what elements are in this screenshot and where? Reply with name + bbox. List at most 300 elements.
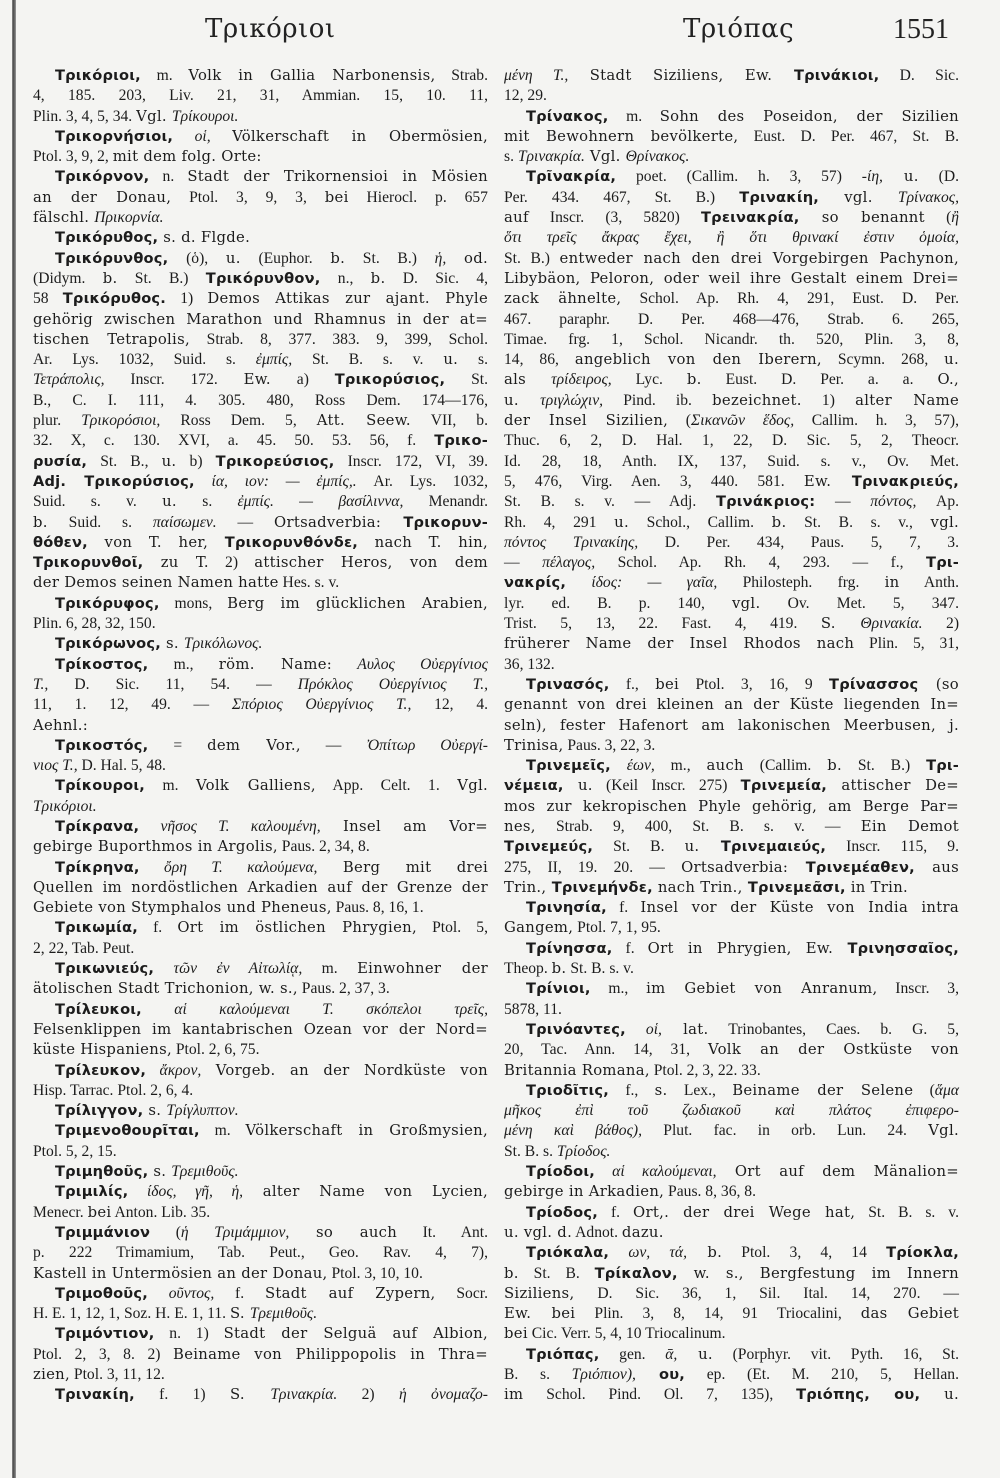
reference-text: B. s. [504,1366,572,1383]
dictionary-line [504,1182,959,1202]
italic-greek-text: ὅτι τρεῖς ἄκρας ἔχει, ἢ ὅτι θρινακί ἐστιν ὁμοία, [504,229,959,247]
reference-text: Ptol. 3, 9, 3, [171,188,325,206]
dictionary-line [504,573,959,593]
german-text: gehörig zwischen Marathon und Rhamnus in der at= [33,310,488,328]
dictionary-line [504,167,959,187]
reference-text: a) [270,371,335,389]
headword-text: Τρινεμέαθεν, [788,858,915,876]
reference-text: Paus. 3, 22, 3. [563,736,656,754]
german-text: Siziliens, [504,1284,575,1302]
reference-text: Ptol. 2, 6, 75. [171,1041,260,1059]
reference-text: St. B. s. v. [566,960,634,978]
headword-text: Τριμηθοῦς, [55,1163,149,1181]
dictionary-line [504,1304,959,1324]
reference-text: (Euphor. [240,249,331,267]
german-text: attischer De= [826,777,959,795]
italic-greek-text: Θρινακία. [860,615,923,633]
italic-greek-text: Τρεμιθοῦς. [171,1163,239,1181]
headword-text: Τρίνησσα, [526,939,613,957]
reference-text: Inscr. 115, 9. [826,838,959,856]
reference-text: Plin. 6, 28, 32, 150. [33,615,156,633]
reference-text: St. B. [518,1264,595,1282]
german-text: ätolischen Stadt Trichonion, w. s., [33,980,298,998]
headword-text: Τρεινακρία, [701,209,800,227]
dictionary-line [504,878,959,898]
italic-greek-text: ίδος, γῆ, ἡ, [128,1183,244,1201]
reference-text: Socr. [435,1284,488,1302]
dictionary-line [33,1304,488,1324]
dictionary-line [504,1243,959,1263]
dictionary-line [504,1020,959,1040]
headword-text: Τρικόρυθος. [62,290,167,308]
german-text: u. [443,351,459,369]
german-text: u. [684,838,700,856]
italic-greek-text: τρίδειρος, [551,371,612,389]
reference-text: lyr. ed. B. p. 140, [504,594,732,612]
dictionary-line [504,817,959,837]
dictionary-line [33,269,488,289]
german-text: b. [551,960,567,978]
reference-text: s. [458,351,488,369]
italic-greek-text: αἱ καλούμεναι Τ. σκόπελοι τρεῖς, [141,1000,488,1018]
dictionary-line [504,147,959,167]
headword-text: Τρικορεύσιος, [215,452,335,470]
reference-text: D. Per. 434, Paus. 5, 7, 3. [638,533,959,551]
dictionary-line [504,1061,959,1081]
reference-text: n. 1) [154,1325,224,1343]
dictionary-line [504,1081,959,1101]
headword-text: Τρῖνακρία, [526,168,617,186]
reference-text: Menecr. [33,1203,88,1221]
dictionary-line [504,797,959,817]
dictionary-line [33,716,488,736]
dictionary-line [504,1324,959,1344]
reference-text: f., [609,1081,655,1099]
reference-text: 14, 86, [504,351,575,369]
german-text: Demos Attikas zur ajant. Phyle [207,290,489,308]
reference-text: (ὁ), [168,249,226,267]
german-text: Ew. [243,371,271,389]
dictionary-line [33,979,488,999]
reference-text: Hisp. Tarrac. Ptol. 2, 6, 4. [33,1081,194,1099]
dictionary-line [504,370,959,390]
german-text: so auch [289,1223,398,1241]
dictionary-line [504,350,959,370]
dictionary-line [33,939,488,959]
dictionary-line [504,918,959,938]
italic-greek-text: παίσωμεν. [152,513,217,531]
italic-greek-text: -ίη, [861,168,883,186]
dictionary-line [33,1142,488,1162]
reference-text: m., [148,655,219,673]
reference-text: St. B. s. v., [786,513,931,531]
italic-greek-text: οῦντος, [147,1284,215,1302]
italic-greek-text: Τρίγλυπτον. [166,1102,239,1120]
dictionary-line [33,289,488,309]
dictionary-line [504,898,959,918]
german-text: alter Name [855,391,959,409]
dictionary-line [504,208,959,228]
reference-text: Inscr. 172. [104,371,244,389]
dictionary-line [33,411,488,431]
headword-text: Τρινόαντες, [526,1020,626,1038]
dictionary-line [33,66,488,86]
italic-greek-text: μένη Τ., [504,67,569,84]
german-text: Völkerschaft in Großmysien, [245,1122,488,1140]
german-text: Berg mit drei [317,858,489,876]
reference-text: Suid. s. v. [33,493,163,511]
headword-text: Τρικορυνθόνδε, [224,533,359,551]
headword-text: Τρινησία, [526,899,607,917]
reference-text: Ptol. 3, 16, 9 [679,675,830,693]
reference-text: Timae. frg. 1, Schol. Nicandr. th. 520, Plin. 3, 8, [504,330,959,348]
headword-text: Τρικωμία, [55,919,138,937]
dictionary-line [33,147,488,167]
dictionary-line [504,1000,959,1020]
german-text: S. [229,1305,250,1323]
reference-text: 32. X, c. 130. XVI, a. 45. 50. 53. 56, f. [33,432,435,450]
german-text: b. [771,513,787,531]
reference-text: Paus. 8, 16, 1. [331,899,424,917]
reference-text: Schol. Ap. Rh. 4, 291, Eust. D. Per. [621,290,959,308]
german-text: Vgl. [584,148,626,166]
italic-greek-text: Τετράπολις, [33,371,105,389]
german-text: Beiname von Philippopolis in Thra= [173,1345,488,1363]
headword-text: Τρίνιοι, [526,980,591,998]
german-text: u. [225,249,241,267]
german-text: Ew. [803,472,832,490]
dictionary-line [504,959,959,979]
reference-text: Adnot. [572,1223,622,1241]
german-text: Insel am Vor= [320,817,488,835]
italic-greek-text: Θρίνακος. [625,148,690,166]
reference-text: Paus. 2, 34, 8. [277,838,370,856]
headword-text: Τρι- [926,757,960,775]
german-text: nach T. hin, [358,533,488,551]
dictionary-line [33,188,488,208]
reference-text: VII, b. [410,412,488,430]
headword-text: Τρινάκιοι, [772,67,880,84]
headword-text: Τρίκρανα, [55,817,140,835]
italic-greek-text: Πρικορνία. [94,209,164,227]
italic-greek-text: Τ., [33,675,49,693]
german-text: Volk Galliens, [196,777,316,795]
german-text: an der Donau, [33,188,172,206]
headword-text: Τριόκαλα, [526,1244,610,1262]
reference-text: 2, 22, Tab. Peut. [33,939,135,957]
dictionary-line [504,1121,959,1141]
italic-greek-text: Τρικορόσιοι, [81,412,161,430]
headword-text: Τρινεμήνδε, [546,878,653,896]
german-text: lat. [661,1020,709,1038]
reference-text: b) [176,452,216,470]
german-text: bei [655,675,680,693]
reference-text: St. [445,371,488,389]
italic-greek-text: ἢ [951,209,960,227]
italic-greek-text: ἐμπίς, [255,351,293,369]
german-text: Libybäon, Peloron, oder weil ihre Gestalt einem Drei= [504,269,959,287]
reference-text: — [815,493,871,511]
headword-text: Τρικορνήσιοι, [55,127,174,145]
reference-text: St. B.) [345,249,435,267]
dictionary-line [504,249,959,269]
headword-text: Τρινεμαιεύς, [699,838,827,856]
italic-greek-text: Ὀπίτωρ Οὐεργί- [366,736,488,754]
headword-text: Τρικοστός, [55,736,149,754]
dictionary-line [33,858,488,878]
italic-greek-text: οἱ, [625,1020,662,1038]
headword-text: Τρικορυνθοῖ, [33,554,144,572]
reference-text: Lyc. [611,371,687,389]
dictionary-line [504,553,959,573]
german-text: angeblich von den Iberern, [574,351,822,369]
headword-text: Τρικόρυνθος, [55,249,169,267]
dictionary-line [33,1223,488,1243]
dictionary-line [33,898,488,918]
reference-text: Ap. [916,493,960,511]
dictionary-line [33,1324,488,1344]
reference-text: 275, II, 19. 20. — [504,858,682,876]
german-text: dem Vor., [207,736,301,754]
german-text: bezeichnet. [712,391,802,409]
headword-text: Τριμμάνιον [55,1223,151,1241]
italic-greek-text: ων, τά, [609,1244,688,1262]
german-text: bei [87,1203,112,1221]
dictionary-line [504,716,959,736]
german-text: nes, [504,817,536,835]
dictionary-line [504,431,959,451]
headword-text: Τρινακίη, [55,1386,135,1404]
german-text: Stadt der Trikornensioi in Mösien [187,168,488,186]
headword-text: νέμεια, [504,777,564,795]
dictionary-line [33,675,488,695]
italic-greek-text: Σικανῶν ἕδος, [690,412,795,430]
dictionary-line [33,533,488,553]
german-text: u. [882,168,919,186]
italic-greek-text: ία, ιον: — ἐμπίς,. [194,472,357,490]
dictionary-line [33,127,488,147]
dictionary-line [33,228,488,248]
headword-text: Τρίοδος, [526,1203,598,1221]
reference-text: Plut. fac. in orb. Lun. 24. [642,1122,929,1140]
italic-greek-text: Πρόκλος Οὐεργίνιος Τ., [297,675,488,693]
italic-greek-text: τριγλώχιν, [540,391,604,409]
german-text: Gangem, [504,919,574,937]
italic-greek-text: Τρίκουροι. [171,107,239,125]
headword-text: Τρικο- [434,432,488,450]
german-text: bei [504,1325,528,1343]
reference-text: Ptol. 5, 2, 15. [33,1142,117,1160]
german-text: tischen Tetrapolis, [33,330,190,348]
dictionary-line [33,614,488,634]
reference-text: St. B. s. v. — Adj. [504,493,716,511]
headword-text: Τρίοδοι, [526,1163,595,1181]
headword-text: Τρίλευκοι, [55,1000,142,1018]
reference-text: Plin. 5, 31, [854,635,959,653]
reference-text: Lex., [667,1081,733,1099]
italic-greek-text: Τρίοδος. [556,1142,611,1160]
reference-text: m., [654,757,707,775]
reference-text: p. 222 Trimamium, Tab. Peut., Geo. Rav. 4, 7), [33,1244,488,1262]
dictionary-line [33,736,488,756]
german-text: Felsenklippen im kantabrischen Ozean vor der Nord= [33,1020,488,1038]
reference-text: Cic. Verr. 5, 4, 10 Triocalinum. [527,1325,726,1343]
reference-text: plur. [33,412,82,430]
german-text: Ortsadverbia: [681,858,789,876]
reference-text: 4, 185. 203, Liv. 21, 31, Ammian. 15, 10. 11, [33,87,488,105]
reference-text: Ptol. 7, 1, 95. [573,919,661,937]
reference-text: n. [149,168,188,186]
dictionary-line [33,797,488,817]
german-text: s. [654,1081,668,1099]
dictionary-line [33,1081,488,1101]
german-text: vgl. [930,513,959,531]
german-text: Einwohner der [357,960,489,978]
german-text: Vorgeb. an der Nordküste von [201,1061,489,1079]
italic-greek-text: πέλαγος, [542,554,596,572]
reference-text: D. Sic. [879,67,960,84]
dictionary-line [33,655,488,675]
german-text: w. s., Bergfestung im Innern [677,1264,959,1282]
headword-text: Τριόπας, [526,1345,600,1363]
headword-text: Τρινεμεύς, [504,838,594,856]
german-text: b. [33,513,48,531]
dictionary-line [33,1101,488,1121]
reference-text: f. [597,1203,634,1221]
italic-greek-text: Τρικόλωνος. [183,635,263,653]
dictionary-line [504,695,959,715]
reference-text: Menandr. [403,493,489,511]
reference-text: s. [504,148,518,166]
headword-text: Τρινακριεύς, [831,472,959,490]
reference-text: ( [913,1081,935,1099]
italic-greek-text: ἡ ὀνομαζο- [398,1386,488,1404]
headword-text: Τρινεμεᾶσι, [742,878,846,896]
german-text: Ortsadverbia: [274,513,382,531]
reference-text: f. [606,899,641,917]
german-text: S. [820,615,861,633]
german-text: Ort auf dem Mänalion= [716,1163,959,1181]
german-text: Aehnl.: [33,716,89,734]
italic-greek-text: νῆσος Τ. καλουμένη, [139,817,321,835]
dictionary-line [33,959,488,979]
reference-text: m., [590,980,647,998]
german-text: Stadt auf Zypern, [264,1284,436,1302]
headword-text: Τρίκαλον, [594,1264,678,1282]
reference-text: Ptol. 3, 10, 10. [327,1264,423,1282]
dictionary-line [33,1020,488,1040]
reference-text: St. B.) [841,757,927,775]
reference-text: Ross Dem. 5, [160,412,317,430]
reference-text: St. B. s. v. [292,351,444,369]
italic-greek-text: οἱ, [173,127,233,145]
dictionary-line [33,776,488,796]
german-text: u. [677,1345,713,1363]
reference-text: 58 [33,290,63,308]
reference-text: n., [320,269,371,287]
dictionary-line [504,472,959,492]
dictionary-line [33,391,488,411]
reference-text: Plin. 3, 8, 14, 91 Triocalini, [575,1305,861,1323]
reference-text: Strab. 9, 400, St. B. s. v. — [535,817,861,835]
dictionary-line [504,1203,959,1223]
italic-greek-text: Τρικόριοι. [33,797,97,815]
german-text: Vgl. [136,107,172,125]
reference-text: Inscr. 172, VI, 39. [334,452,488,470]
reference-text: Ptol. 3, 9, 2, [33,148,113,166]
dictionary-line [33,472,488,492]
german-text: Trin., [504,878,547,896]
german-text: Insel vor der Küste von India intra [640,899,960,917]
german-text: (so [918,675,959,693]
dictionary-line [504,492,959,512]
reference-text: 5878, 11. [504,1000,562,1018]
headword-text: θόθεν, [33,533,88,551]
italic-greek-text: αἱ καλούμεναι, [595,1163,717,1181]
headword-text: Τρίκοστος, [55,655,149,673]
dictionary-line [33,1264,488,1284]
reference-text: Callim. h. 3, 57), [794,412,960,430]
dictionary-line [504,452,959,472]
german-text: u. [563,777,593,795]
headword-text: Τρικόρυθος, [55,229,159,247]
headword-text: Τρίλιγγον, [55,1102,144,1120]
italic-greek-text: Τρεμιθοῦς. [249,1305,318,1323]
dictionary-line [33,1040,488,1060]
german-text: s. [143,1102,167,1120]
headword-text: Τρικορύσιος, [334,371,446,389]
dictionary-line [504,1284,959,1304]
reference-text: f. [612,939,648,957]
german-text: vgl. [732,594,761,612]
headword-text: Τρίνακος, [526,107,609,125]
dictionary-line [504,1223,959,1243]
headword-text: Τριόπης, [796,1386,870,1404]
reference-text: ( [924,209,952,227]
headword-text: νακρίς, [504,574,567,592]
german-text: u. [614,513,630,531]
reference-text: 36, 132. [504,655,555,673]
dictionary-line [504,1142,959,1162]
headword-text: Τρικωνιεύς, [55,960,155,978]
reference-text: Eust. D. Per. 467, St. B. [738,127,959,145]
reference-text: D. Sic. 36, 1, Sil. Ital. 14, 270. — [574,1284,959,1302]
reference-text: St. B.) [504,249,560,267]
dictionary-line [33,310,488,330]
dictionary-line [33,573,488,593]
german-text: in Trin. [845,878,909,896]
dictionary-line [33,1000,488,1020]
reference-text: H. E. 1, 12, 1, Soz. H. E. 1, 11. [33,1305,230,1323]
dictionary-line [33,249,488,269]
dictionary-line [504,107,959,127]
dictionary-line [33,817,488,837]
dictionary-line [504,1365,959,1385]
reference-text: It. Ant. [397,1223,489,1241]
german-text: gebirge Buporthmos in Argolis, [33,838,278,856]
reference-text: Id. 28, 18, Anth. IX, 137, Suid. s. v., Ov. Met. [504,452,959,470]
german-text: Stadt der Selguä auf Albion, [223,1325,488,1343]
italic-greek-text: μένη καὶ βάθος), [504,1122,642,1140]
reference-text: 12, 29. [504,87,547,105]
reference-text: Ptol. 3, 4, 14 [722,1244,887,1262]
reference-text: D. Sic. 4, [385,269,489,287]
italic-greek-text: ἅμα [934,1081,959,1099]
dictionary-line [33,1182,488,1202]
reference-text: B., C. I. 111, 4. 305. 480, Ross Dem. 174—176, [33,391,488,409]
italic-greek-text: πόντος, [870,493,917,511]
reference-text: Schol., Callim. [629,513,772,531]
